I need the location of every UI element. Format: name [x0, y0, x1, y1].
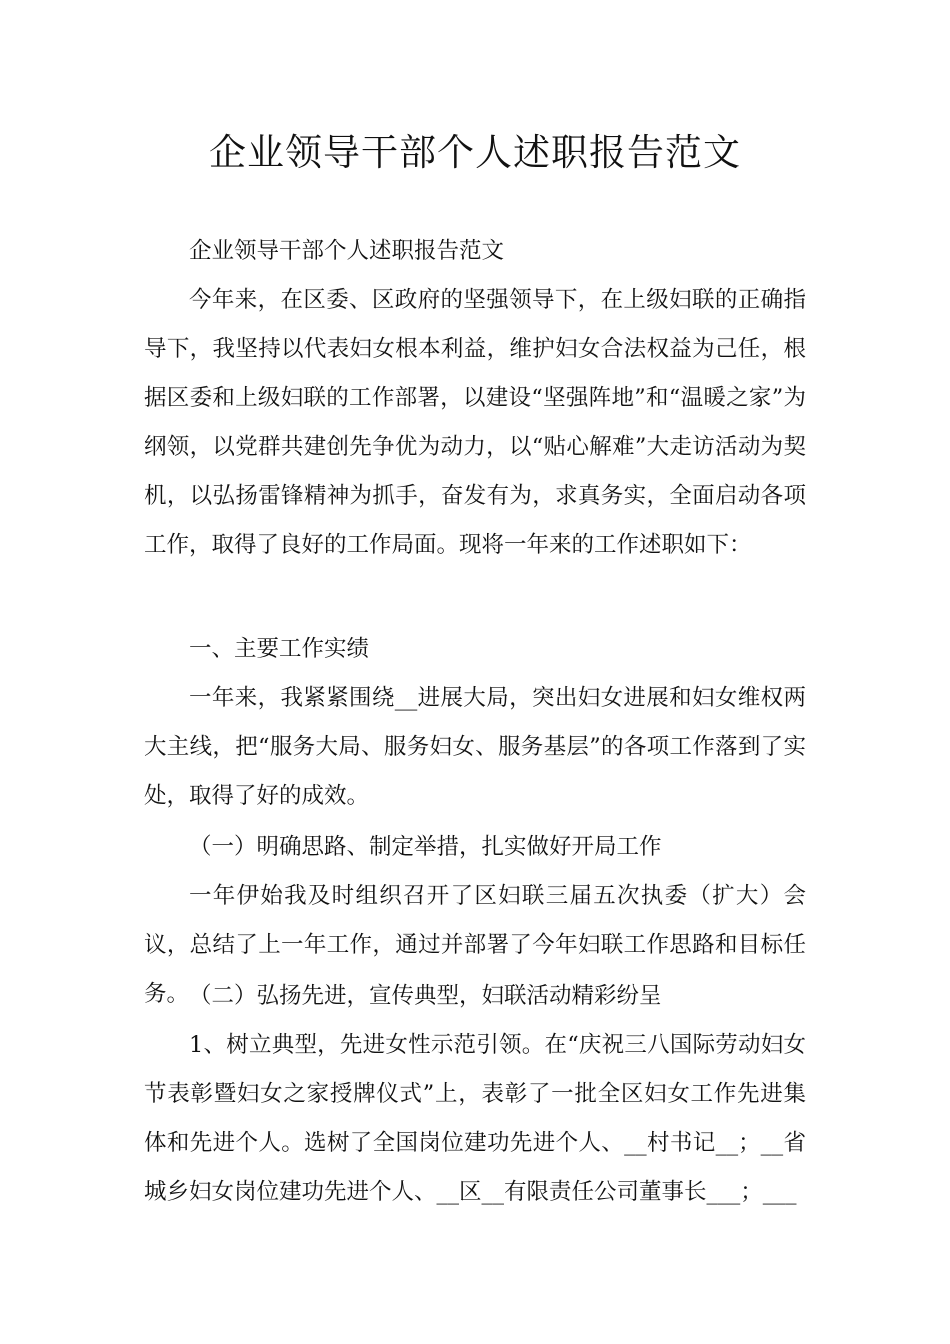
body-paragraph: 一年来，我紧紧围绕__进展大局，突出妇女进展和妇女维权两大主线，把“服务大局、服务妇女、服务基层”的各项工作落到了实处，取得了好的成效。 — [144, 685, 806, 809]
subsection-heading: （二）弘扬先进，宣传典型，妇联活动精彩纷呈 — [189, 983, 662, 1009]
intro-paragraph: 今年来，在区委、区政府的坚强领导下，在上级妇联的正确指导下，我坚持以代表妇女根本利益，维护妇女合法权益为己任，根据区委和上级妇联的工作部署，以建设“坚强阵地”和“温暖之家”为纲领，以党群共建创先争优为动力，以“贴心解难”大走访活动为契机，以弘扬雷锋精神为抓手，奋发有为，求真务实，全面启动各项工作，取得了良好的工作局面。现将一年来的工作述职如下： — [144, 287, 806, 558]
subsection-heading: （一）明确思路、制定举措，扎实做好开局工作 — [189, 834, 662, 860]
subtitle-paragraph: 企业领导干部个人述职报告范文 — [189, 238, 505, 264]
section-heading: 一、主要工作实绩 — [189, 636, 370, 662]
document-title: 企业领导干部个人述职报告范文 — [209, 131, 741, 174]
body-paragraph: 1、树立典型，先进女性示范引领。在“庆祝三八国际劳动妇女节表彰暨妇女之家授牌仪式”上，表彰了一批全区妇女工作先进集体和先进个人。选树了全国岗位建功先进个人、__村书记__；__省城乡妇女岗位建功先进个人、__区__有限责任公司董事长___；___ — [144, 1032, 806, 1205]
body-paragraph: 一年伊始我及时组织召开了区妇联三届五次执委（扩大）会议，总结了上一年工作，通过并部署了今年妇联工作思路和目标任务。 — [144, 883, 806, 1007]
